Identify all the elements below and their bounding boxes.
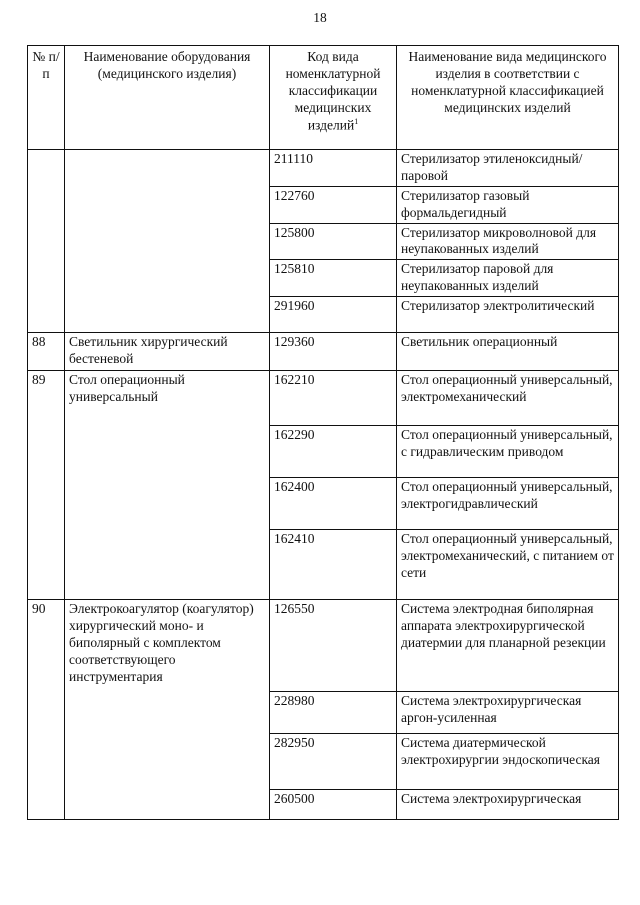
- cell-equipment: Светильник хирургический бестеневой: [65, 333, 270, 371]
- cell-kind: Стол операционный универсальный, с гидравлическим приводом: [397, 426, 619, 478]
- cell-kind: Стол операционный универсальный, электромеханический: [397, 371, 619, 426]
- header-num: № п/п: [28, 46, 65, 150]
- cell-code: 211110: [270, 150, 397, 187]
- cell-code: 122760: [270, 186, 397, 223]
- table-row: [28, 600, 619, 692]
- table-row: [28, 150, 619, 187]
- cell-code: 162400: [270, 478, 397, 530]
- cell-kind: Светильник операционный: [397, 333, 619, 371]
- cell-code: 125810: [270, 260, 397, 297]
- cell-code: 162410: [270, 530, 397, 600]
- cell-code: 162290: [270, 426, 397, 478]
- page-number: 18: [313, 10, 327, 25]
- cell-kind: Стерилизатор паровой для неупакованных изделий: [397, 260, 619, 297]
- cell-kind: Стол операционный универсальный, электромеханический, с питанием от сети: [397, 530, 619, 600]
- header-code: [270, 46, 397, 150]
- cell-kind: Стерилизатор микроволновой для неупакованных изделий: [397, 223, 619, 260]
- cell-num: 89: [28, 371, 65, 600]
- header-code-text: Код вида номенклатурной классификации медицинских изделий: [285, 49, 381, 132]
- table-header-row: [28, 46, 619, 150]
- cell-code: 260500: [270, 790, 397, 820]
- cell-equipment: Стол операционный универсальный: [65, 371, 270, 600]
- cell-num: 88: [28, 333, 65, 371]
- cell-kind: Система диатермической электрохирургии эндоскопическая: [397, 734, 619, 790]
- cell-kind: Стерилизатор этиленоксидный/паровой: [397, 150, 619, 187]
- cell-code: 282950: [270, 734, 397, 790]
- cell-num: 90: [28, 600, 65, 820]
- cell-kind: Система электродная биполярная аппарата электрохирургической диатермии для планарной резекции: [397, 600, 619, 692]
- header-kind: Наименование вида медицинского изделия в соответствии с номенклатурной классификацией медицинских изделий: [397, 46, 619, 150]
- header-equipment: Наименование оборудования (медицинского изделия): [65, 46, 270, 150]
- cell-kind: Система электрохирургическая: [397, 790, 619, 820]
- cell-equipment: [65, 150, 270, 333]
- header-code-footnote: 1: [354, 116, 359, 126]
- table-row: [28, 371, 619, 426]
- cell-code: 125800: [270, 223, 397, 260]
- cell-code: 126550: [270, 600, 397, 692]
- equipment-table: [27, 45, 619, 820]
- table-body: [28, 150, 619, 820]
- cell-num: [28, 150, 65, 333]
- cell-kind: Стерилизатор электролитический: [397, 297, 619, 333]
- cell-code: 129360: [270, 333, 397, 371]
- cell-kind: Стол операционный универсальный, электрогидравлический: [397, 478, 619, 530]
- cell-code: 228980: [270, 692, 397, 734]
- table-row: [28, 333, 619, 371]
- cell-equipment: Электрокоагулятор (коагулятор) хирургический моно- и биполярный с комплектом соответствующего инструментария: [65, 600, 270, 820]
- cell-kind: Система электрохирургическая аргон-усиленная: [397, 692, 619, 734]
- cell-code: 162210: [270, 371, 397, 426]
- cell-code: 291960: [270, 297, 397, 333]
- cell-kind: Стерилизатор газовый формальдегидный: [397, 186, 619, 223]
